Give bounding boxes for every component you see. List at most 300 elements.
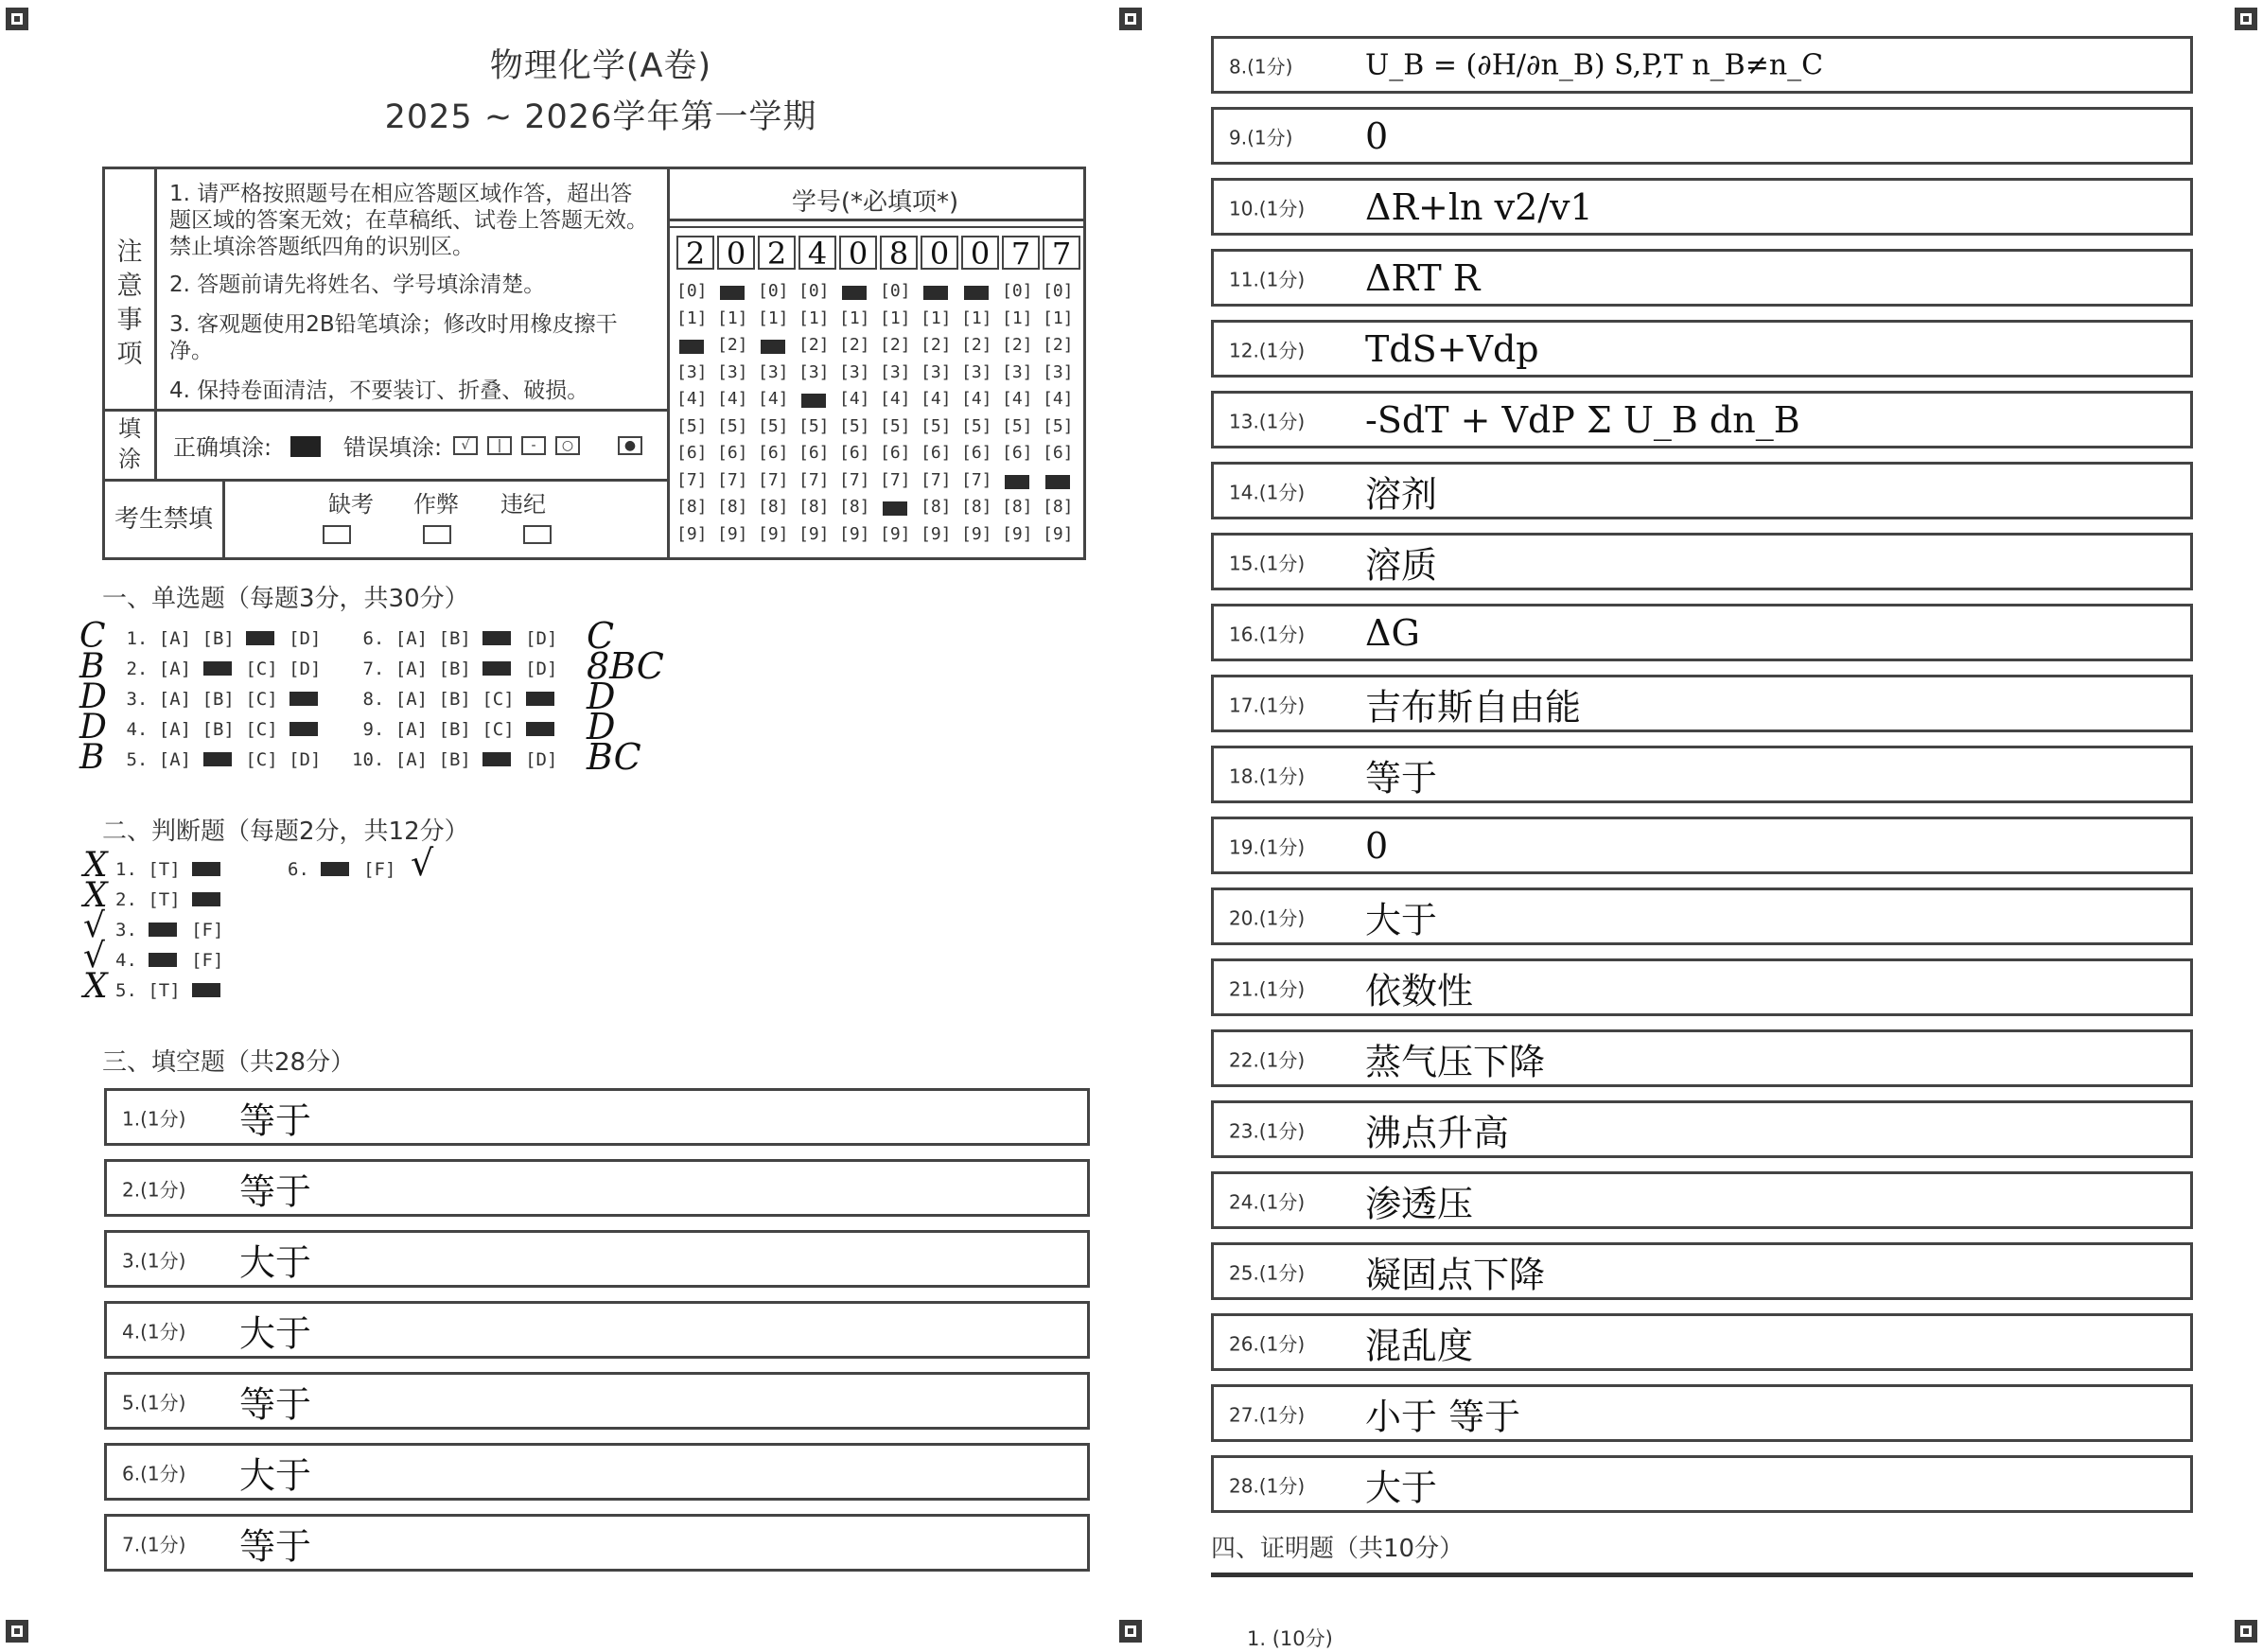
student-id-bubble[interactable]: [5] — [1002, 415, 1033, 436]
fill-answer-text: 蒸气压下降 — [1365, 1041, 1546, 1082]
tf-handwritten-mark: √ — [411, 842, 434, 884]
mc-option-bubble[interactable] — [525, 689, 557, 710]
absent-checkbox[interactable] — [323, 525, 351, 544]
fill-answer-box[interactable] — [104, 1301, 1090, 1359]
mc-option-bubble[interactable]: [B] — [202, 628, 235, 649]
mc-handwritten-note: BC — [587, 736, 641, 778]
fill-answer-box[interactable] — [1211, 533, 2193, 590]
fill-answer-box[interactable] — [104, 1443, 1090, 1501]
fill-answer-text: 等于 — [239, 1383, 312, 1425]
mc-handwritten-note: C — [587, 615, 615, 657]
mc-option-bubble[interactable]: [B] — [438, 628, 471, 649]
fill-answer-label: 4.(1分) — [122, 1320, 186, 1343]
fill-answer-box[interactable] — [1211, 107, 2193, 165]
fill-answer-text: 凝固点下降 — [1365, 1254, 1546, 1295]
note-3: 3. 客观题使用2B铅笔填涂；修改时用橡皮擦干净。 — [169, 312, 618, 363]
student-id-bubble[interactable] — [717, 281, 748, 301]
student-id-bubble[interactable]: [4] — [758, 389, 789, 409]
fill-answer-box[interactable] — [1211, 958, 2193, 1016]
fill-answer-text: U_B = (∂H/∂n_B) S,P,T n_B≠n_C — [1365, 48, 1824, 81]
student-id-bubble[interactable]: [4] — [676, 389, 708, 409]
mc-option-bubble[interactable] — [202, 659, 235, 679]
fill-answer-box[interactable] — [104, 1230, 1090, 1288]
student-id-bubble[interactable]: [2] — [839, 335, 870, 355]
mc-option-bubble[interactable]: [D] — [525, 749, 558, 770]
fill-answer-label: 23.(1分) — [1229, 1119, 1306, 1142]
mc-question-row[interactable]: 3. [A] [B] [C] — [115, 689, 321, 710]
fill-answer-label: 10.(1分) — [1229, 197, 1306, 220]
mc-handwritten-note: D — [79, 677, 107, 716]
student-id-bubble[interactable]: [6] — [758, 443, 789, 463]
fill-answer-label: 22.(1分) — [1229, 1048, 1306, 1071]
mc-option-bubble[interactable]: [A] — [158, 719, 192, 740]
tf-option-bubble[interactable] — [320, 859, 352, 880]
student-id-bubble[interactable]: [5] — [961, 415, 992, 436]
tf-question-row[interactable]: 5. [T] — [115, 980, 223, 1001]
mc-option-bubble[interactable] — [482, 749, 514, 770]
tf-option-bubble[interactable] — [148, 920, 180, 940]
fill-answer-text: ΔRT R — [1365, 256, 1481, 299]
fill-answer-text: 吉布斯自由能 — [1365, 686, 1582, 728]
mc-option-bubble[interactable]: [A] — [158, 659, 192, 679]
fill-answer-text: 等于 — [239, 1170, 312, 1212]
student-id-bubble[interactable]: [4] — [880, 389, 911, 409]
fill-answer-text: 依数性 — [1365, 970, 1474, 1011]
mc-option-bubble[interactable]: [A] — [395, 749, 429, 770]
fill-answer-label: 11.(1分) — [1229, 268, 1306, 290]
tf-option-bubble[interactable]: [F] — [363, 859, 396, 880]
student-id-bubble[interactable]: [6] — [717, 443, 748, 463]
student-id-bubble[interactable]: [1] — [961, 308, 992, 328]
mc-option-bubble[interactable]: [A] — [158, 628, 192, 649]
student-id-bubble[interactable]: [4] — [1002, 389, 1033, 409]
student-id-bubble[interactable]: [8] — [921, 497, 952, 517]
tf-handwritten-mark: X — [83, 876, 108, 915]
mc-option-bubble[interactable] — [289, 719, 321, 740]
fill-answer-text: 大于 — [239, 1312, 312, 1354]
student-id-bubble[interactable]: [5] — [798, 415, 830, 436]
note-2: 2. 答题前请先将姓名、学号填涂清楚。 — [169, 272, 546, 297]
proof-section-title: 四、证明题（共10分） — [1211, 1535, 1465, 1563]
fill-answer-label: 6.(1分) — [122, 1462, 186, 1485]
student-id-bubble[interactable]: [6] — [880, 443, 911, 463]
mc-option-bubble[interactable]: [C] — [482, 719, 515, 740]
fill-answer-label: 1.(1分) — [122, 1107, 186, 1130]
corner-mark-bottom-left — [6, 1620, 28, 1643]
violation-checkbox[interactable] — [523, 525, 552, 544]
cheat-checkbox[interactable] — [423, 525, 451, 544]
student-id-bubble[interactable]: [6] — [921, 443, 952, 463]
mc-handwritten-note: D — [587, 676, 616, 717]
student-id-bubble[interactable]: [8] — [676, 497, 708, 517]
student-id-bubble[interactable]: [8] — [1043, 497, 1074, 517]
student-id-bubble[interactable]: [4] — [839, 389, 870, 409]
fill-answer-text: 大于 — [1365, 1467, 1438, 1508]
fill-answer-box[interactable] — [1211, 1455, 2193, 1513]
student-id-title: 学号(*必填项*) — [791, 188, 959, 217]
tf-handwritten-mark: √ — [83, 906, 105, 945]
student-id-bubble[interactable] — [921, 281, 952, 301]
fill-answer-label: 28.(1分) — [1229, 1474, 1306, 1497]
fill-answer-label: 18.(1分) — [1229, 764, 1306, 787]
mc-option-bubble[interactable] — [482, 628, 514, 649]
fill-answer-label: 24.(1分) — [1229, 1190, 1306, 1213]
mc-handwritten-note: C — [79, 617, 106, 656]
student-id-digit: 7 — [1002, 236, 1040, 270]
student-id-bubble[interactable]: [5] — [717, 415, 748, 436]
mc-option-bubble[interactable]: [C] — [482, 689, 515, 710]
student-id-bubble[interactable]: [7] — [921, 469, 952, 490]
student-id-bubble[interactable]: [5] — [839, 415, 870, 436]
student-id-bubble[interactable]: [3] — [1002, 361, 1033, 382]
student-id-bubble[interactable]: [7] — [676, 469, 708, 490]
student-id-digit: 0 — [717, 236, 755, 270]
wrong-fill-dash: - — [521, 436, 546, 455]
fill-answer-label: 3.(1分) — [122, 1249, 186, 1272]
mc-handwritten-note: B — [79, 738, 105, 777]
student-id-bubble[interactable]: [0] — [1002, 281, 1033, 301]
fill-section-title: 三、填空题（共28分） — [102, 1048, 356, 1077]
wrong-fill-label: 错误填涂: — [343, 434, 443, 461]
student-id-bubble[interactable]: [3] — [758, 361, 789, 382]
student-id-bubble[interactable]: [6] — [676, 443, 708, 463]
student-id-digit: 4 — [798, 236, 836, 270]
fill-answer-box[interactable] — [1211, 36, 2193, 94]
student-id-bubble[interactable]: [1] — [798, 308, 830, 328]
corner-mark-bottom-right — [2235, 1620, 2257, 1643]
fill-answer-text: ΔG — [1365, 611, 1420, 654]
student-id-bubble[interactable]: [8] — [1002, 497, 1033, 517]
tf-option-bubble[interactable] — [191, 859, 223, 880]
mc-handwritten-note: 8BC — [587, 645, 664, 687]
mc-option-bubble[interactable] — [202, 749, 235, 770]
student-id-bubble[interactable]: [9] — [880, 523, 911, 544]
mc-option-bubble[interactable]: [A] — [395, 719, 429, 740]
fill-answer-text: 等于 — [239, 1099, 312, 1141]
student-id-bubble[interactable]: [5] — [676, 415, 708, 436]
student-id-bubble[interactable]: [7] — [798, 469, 830, 490]
student-id-bubble[interactable]: [7] — [880, 469, 911, 490]
mc-option-bubble[interactable]: [A] — [395, 628, 429, 649]
mc-handwritten-note: B — [79, 647, 105, 686]
fill-answer-box[interactable] — [1211, 1313, 2193, 1371]
student-id-bubble[interactable]: [6] — [798, 443, 830, 463]
mc-option-bubble[interactable]: [B] — [202, 719, 235, 740]
student-id-bubble[interactable]: [7] — [961, 469, 992, 490]
mc-option-bubble[interactable]: [B] — [202, 689, 235, 710]
fill-answer-text: -SdT + VdP Σ U_B dn_B — [1365, 398, 1800, 441]
tf-option-bubble[interactable]: [F] — [191, 950, 224, 971]
student-id-digit: 0 — [961, 236, 999, 270]
student-id-bubble[interactable]: [8] — [758, 497, 789, 517]
mc-option-bubble[interactable] — [482, 659, 514, 679]
tf-handwritten-mark: √ — [83, 937, 105, 975]
mc-section-title: 一、单选题（每题3分，共30分） — [102, 585, 469, 613]
student-id-bubble[interactable]: [9] — [798, 523, 830, 544]
fill-answer-box[interactable] — [1211, 1171, 2193, 1229]
fill-answer-box[interactable] — [1211, 391, 2193, 448]
tf-option-bubble[interactable] — [191, 980, 223, 1001]
fill-answer-text: 0 — [1365, 114, 1389, 157]
student-id-bubble[interactable]: [1] — [1002, 308, 1033, 328]
mc-option-bubble[interactable]: [D] — [289, 659, 322, 679]
mc-question-row[interactable]: 5. [A] [C] [D] — [115, 749, 322, 770]
mc-question-row[interactable]: 1. [A] [B] [D] — [115, 628, 322, 649]
student-id-bubble[interactable]: [8] — [839, 497, 870, 517]
fill-answer-box[interactable] — [1211, 1100, 2193, 1158]
student-id-bubble[interactable]: [2] — [1043, 335, 1074, 355]
mc-option-bubble[interactable]: [A] — [158, 749, 192, 770]
fill-answer-text: 大于 — [1365, 899, 1438, 940]
fill-answer-box[interactable] — [1211, 249, 2193, 307]
student-id-bubble[interactable]: [3] — [921, 361, 952, 382]
mc-option-bubble[interactable] — [245, 628, 277, 649]
student-id-bubble[interactable] — [961, 281, 992, 301]
mc-option-bubble[interactable]: [B] — [438, 689, 471, 710]
fill-answer-box[interactable] — [104, 1514, 1090, 1572]
fill-answer-box[interactable] — [1211, 746, 2193, 803]
mc-option-bubble[interactable]: [C] — [245, 659, 278, 679]
mc-question-row[interactable]: 8. [A] [B] [C] — [352, 689, 557, 710]
student-id-bubble[interactable] — [798, 389, 830, 409]
fill-answer-text: ΔR+ln v2/v1 — [1365, 185, 1593, 228]
mc-option-bubble[interactable]: [D] — [525, 628, 558, 649]
fill-answer-box[interactable] — [1211, 1384, 2193, 1442]
tf-option-bubble[interactable] — [148, 950, 180, 971]
fill-answer-text: 混乱度 — [1365, 1325, 1474, 1366]
student-id-bubble[interactable] — [1002, 470, 1033, 490]
corner-mark-bottom-mid — [1119, 1620, 1142, 1643]
tf-handwritten-mark: X — [83, 967, 108, 1006]
mc-question-row[interactable]: 10. [A] [B] [D] — [352, 749, 558, 770]
student-id-bubble[interactable]: [9] — [676, 523, 708, 544]
tf-question-row[interactable]: 3. [F] — [115, 920, 224, 940]
student-id-bubble[interactable]: [3] — [839, 361, 870, 382]
student-id-bubble[interactable]: [1] — [921, 308, 952, 328]
student-id-bubble[interactable]: [4] — [1043, 389, 1074, 409]
mc-option-bubble[interactable]: [A] — [395, 689, 429, 710]
fill-answer-text: 等于 — [239, 1525, 312, 1567]
mc-handwritten-note: D — [79, 708, 107, 747]
fill-answer-label: 19.(1分) — [1229, 835, 1306, 858]
wrong-fill-circle: ○ — [555, 436, 580, 455]
fill-answer-box[interactable] — [1211, 320, 2193, 378]
student-id-bubble[interactable]: [1] — [717, 308, 748, 328]
student-id-bubble[interactable]: [0] — [880, 281, 911, 301]
tf-section-title: 二、判断题（每题2分，共12分） — [102, 817, 469, 846]
student-id-bubble[interactable]: [7] — [839, 469, 870, 490]
student-id-bubble[interactable]: [2] — [717, 335, 748, 355]
fill-answer-text: 溶剂 — [1365, 473, 1438, 515]
fill-answer-text: 大于 — [239, 1241, 312, 1283]
violation-label: 违纪 — [500, 491, 546, 518]
tf-question-row[interactable]: 2. [T] — [115, 889, 223, 910]
tf-handwritten-mark: X — [83, 846, 108, 885]
fill-answer-text: 沸点升高 — [1365, 1112, 1510, 1153]
student-id-bubble[interactable]: [8] — [717, 497, 748, 517]
student-id-bubble[interactable]: [9] — [921, 523, 952, 544]
student-id-digit: 0 — [839, 236, 877, 270]
fill-answer-label: 9.(1分) — [1229, 126, 1293, 149]
student-id-bubble[interactable]: [9] — [1002, 523, 1033, 544]
fill-answer-label: 5.(1分) — [122, 1391, 186, 1414]
fill-answer-label: 16.(1分) — [1229, 623, 1306, 645]
forbidden-label: 考生禁填 — [114, 505, 214, 534]
fill-answer-label: 13.(1分) — [1229, 410, 1306, 432]
mc-option-bubble[interactable]: [C] — [245, 749, 278, 770]
mc-question-row[interactable]: 4. [A] [B] [C] — [115, 719, 321, 740]
proof-divider — [1211, 1573, 2193, 1577]
tf-question-row[interactable]: 4. [F] — [115, 950, 224, 971]
page-title: 物理化学(A卷) — [489, 47, 712, 85]
fill-answer-text: 大于 — [239, 1454, 312, 1496]
correct-fill-label: 正确填涂: — [173, 434, 272, 461]
student-id-bubble[interactable]: [5] — [1043, 415, 1074, 436]
proof-item-label: 1. (10分) — [1247, 1627, 1333, 1650]
note-4: 4. 保持卷面清洁，不要装订、折叠、破损。 — [169, 378, 589, 403]
fill-answer-box[interactable] — [1211, 462, 2193, 519]
absent-label: 缺考 — [328, 491, 374, 518]
tf-option-bubble[interactable]: [T] — [148, 980, 181, 1001]
fill-answer-label: 8.(1分) — [1229, 55, 1293, 78]
student-id-digit: 0 — [921, 236, 958, 270]
student-id-bubble[interactable]: [4] — [921, 389, 952, 409]
fill-answer-box[interactable] — [1211, 675, 2193, 732]
fill-answer-box[interactable] — [1211, 888, 2193, 945]
student-id-bubble[interactable] — [880, 497, 911, 517]
tf-option-bubble[interactable]: [F] — [191, 920, 224, 940]
mc-question-row[interactable]: 6. [A] [B] [D] — [352, 628, 558, 649]
fill-answer-box[interactable] — [1211, 1242, 2193, 1300]
student-id-bubble[interactable] — [676, 335, 708, 355]
student-id-bubble[interactable]: [8] — [961, 497, 992, 517]
student-id-bubble[interactable]: [2] — [1002, 335, 1033, 355]
student-id-bubble[interactable]: [5] — [921, 415, 952, 436]
tf-question-row[interactable]: 1. [T] — [115, 859, 223, 880]
mc-option-bubble[interactable] — [525, 719, 557, 740]
student-id-bubble[interactable]: [3] — [1043, 361, 1074, 382]
fill-answer-box[interactable] — [104, 1372, 1090, 1430]
tf-option-bubble[interactable] — [191, 889, 223, 910]
fill-answer-box[interactable] — [104, 1088, 1090, 1146]
student-id-bubble[interactable]: [7] — [717, 469, 748, 490]
fill-answer-label: 25.(1分) — [1229, 1261, 1306, 1284]
student-id-bubble[interactable]: [2] — [961, 335, 992, 355]
student-id-bubble[interactable]: [8] — [798, 497, 830, 517]
fill-answer-box[interactable] — [104, 1159, 1090, 1217]
cheat-label: 作弊 — [413, 491, 459, 518]
student-id-digit: 8 — [880, 236, 918, 270]
student-id-bubble[interactable]: [9] — [717, 523, 748, 544]
student-id-digit: 2 — [758, 236, 796, 270]
mc-option-bubble[interactable]: [B] — [438, 659, 471, 679]
corner-mark-top-mid — [1119, 8, 1142, 30]
fill-answer-label: 21.(1分) — [1229, 977, 1306, 1000]
student-id-bubble[interactable]: [2] — [798, 335, 830, 355]
student-id-bubble[interactable]: [6] — [1002, 443, 1033, 463]
mc-option-bubble[interactable]: [A] — [395, 659, 429, 679]
student-id-bubble[interactable]: [2] — [921, 335, 952, 355]
corner-mark-top-left — [6, 8, 28, 30]
mc-option-bubble[interactable] — [289, 689, 321, 710]
tf-option-bubble[interactable]: [T] — [148, 889, 181, 910]
student-id-bubble[interactable]: [3] — [676, 361, 708, 382]
student-id-bubble[interactable]: [9] — [758, 523, 789, 544]
tf-question-row[interactable]: 6. [F] — [288, 859, 396, 880]
fill-answer-text: 等于 — [1365, 757, 1438, 799]
student-id-bubble[interactable]: [4] — [961, 389, 992, 409]
student-id-bubble[interactable]: [5] — [758, 415, 789, 436]
student-id-bubble[interactable]: [5] — [880, 415, 911, 436]
fill-answer-label: 26.(1分) — [1229, 1332, 1306, 1355]
fill-answer-box[interactable] — [1211, 178, 2193, 236]
fill-answer-box[interactable] — [1211, 604, 2193, 661]
mc-question-row[interactable]: 7. [A] [B] [D] — [352, 659, 558, 679]
mc-option-bubble[interactable]: [D] — [289, 749, 322, 770]
student-id-bubble[interactable]: [6] — [961, 443, 992, 463]
student-id-bubble[interactable]: [1] — [758, 308, 789, 328]
student-id-bubble[interactable]: [9] — [1043, 523, 1074, 544]
student-id-bubble[interactable]: [3] — [961, 361, 992, 382]
student-id-bubble[interactable]: [0] — [798, 281, 830, 301]
student-id-bubble[interactable]: [1] — [839, 308, 870, 328]
student-id-bubble[interactable]: [1] — [676, 308, 708, 328]
mc-option-bubble[interactable]: [A] — [158, 689, 192, 710]
student-id-bubble[interactable]: [1] — [880, 308, 911, 328]
fill-answer-text: 0 — [1365, 824, 1389, 867]
fill-answer-text: 小于 等于 — [1365, 1396, 1521, 1437]
student-id-bubble[interactable]: [0] — [758, 281, 789, 301]
page-subtitle: 2025 ~ 2026学年第一学期 — [384, 98, 817, 136]
fill-answer-label: 15.(1分) — [1229, 552, 1306, 574]
student-id-bubble[interactable]: [1] — [1043, 308, 1074, 328]
notice-label: 注意事项 — [116, 237, 143, 369]
student-id-bubble[interactable]: [3] — [717, 361, 748, 382]
student-id-bubble[interactable]: [4] — [717, 389, 748, 409]
tf-option-bubble[interactable]: [T] — [148, 859, 181, 880]
student-id-bubble[interactable]: [2] — [880, 335, 911, 355]
student-id-bubble[interactable] — [1043, 470, 1074, 490]
fill-answer-box[interactable] — [1211, 817, 2193, 874]
mc-option-bubble[interactable]: [D] — [525, 659, 558, 679]
mc-option-bubble[interactable]: [B] — [438, 749, 471, 770]
student-id-bubble[interactable]: [6] — [1043, 443, 1074, 463]
corner-mark-top-right — [2235, 8, 2257, 30]
student-id-bubble[interactable]: [7] — [758, 469, 789, 490]
student-id-bubble[interactable] — [839, 281, 870, 301]
student-id-bubble[interactable]: [9] — [839, 523, 870, 544]
fill-answer-text: TdS+Vdp — [1365, 327, 1539, 370]
student-id-bubble[interactable]: [3] — [798, 361, 830, 382]
fill-answer-box[interactable] — [1211, 1029, 2193, 1087]
fill-answer-text: 渗透压 — [1365, 1183, 1474, 1224]
mc-option-bubble[interactable]: [B] — [438, 719, 471, 740]
mc-option-bubble[interactable]: [D] — [289, 628, 322, 649]
student-id-bubble[interactable] — [758, 335, 789, 355]
mc-option-bubble[interactable]: [C] — [245, 719, 278, 740]
student-id-bubble[interactable]: [3] — [880, 361, 911, 382]
mc-option-bubble[interactable]: [C] — [245, 689, 278, 710]
correct-fill-sample — [290, 436, 321, 457]
student-id-bubble[interactable]: [9] — [961, 523, 992, 544]
student-id-bubble[interactable]: [6] — [839, 443, 870, 463]
mc-question-row[interactable]: 2. [A] [C] [D] — [115, 659, 322, 679]
student-id-bubble[interactable]: [0] — [676, 281, 708, 301]
student-id-digit: 2 — [676, 236, 714, 270]
student-id-bubble[interactable]: [0] — [1043, 281, 1074, 301]
instruction-header-block — [102, 167, 1086, 560]
mc-question-row[interactable]: 9. [A] [B] [C] — [352, 719, 557, 740]
